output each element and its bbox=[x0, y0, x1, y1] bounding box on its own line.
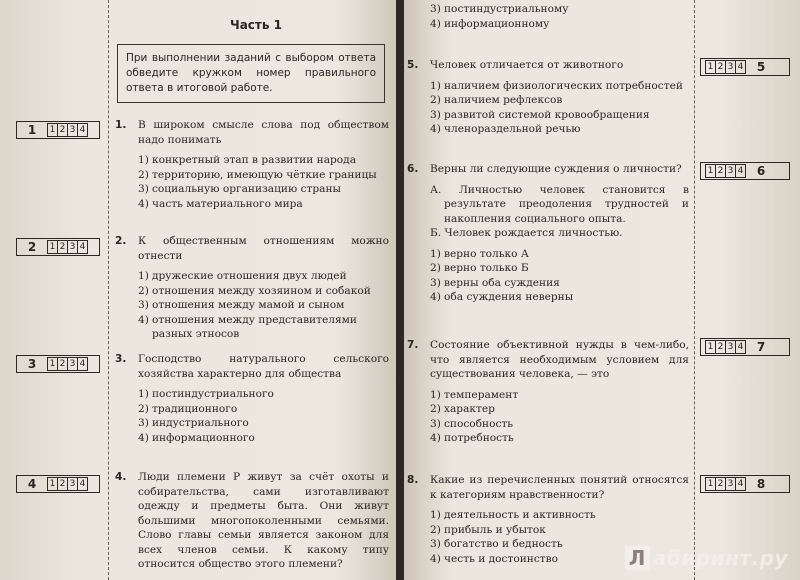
option[interactable]: 3) способность bbox=[430, 417, 514, 430]
question-text: Человек отличается от животного bbox=[430, 59, 624, 71]
answer-box-number: 8 bbox=[756, 477, 766, 491]
question-text: Верны ли следующие суждения о личности? bbox=[430, 163, 682, 175]
answer-box-3[interactable] bbox=[16, 355, 100, 373]
answer-options[interactable]: 1 2 3 4 bbox=[705, 164, 746, 178]
option[interactable]: 3) верны оба суждения bbox=[430, 276, 560, 289]
answer-options[interactable]: 1 2 3 4 bbox=[47, 477, 88, 491]
margin-line bbox=[694, 0, 695, 580]
answer-box-7[interactable] bbox=[700, 338, 790, 356]
book-gutter bbox=[396, 0, 404, 580]
answer-box-number: 1 bbox=[27, 123, 37, 137]
option[interactable]: 4) честь и достоинство bbox=[430, 552, 558, 565]
option[interactable]: 4) оба суждения неверны bbox=[430, 291, 574, 303]
option[interactable]: 3) постиндустриальному bbox=[430, 3, 569, 15]
question-6 bbox=[407, 162, 689, 305]
statement-a: А. Личностью человек становится в результате преодоления трудностей и накопления социального опыта. bbox=[430, 183, 689, 225]
question-text: Состояние объективной нужды в чем-либо, что является необходимым условием для существования человека, — это bbox=[430, 339, 689, 380]
statements bbox=[430, 183, 689, 241]
option[interactable]: 1) наличием физиологических потребностей bbox=[430, 79, 683, 92]
margin-line bbox=[108, 0, 109, 580]
answer-box-number: 4 bbox=[27, 477, 37, 491]
option[interactable]: 4) часть материального мира bbox=[138, 197, 303, 210]
question-text: Какие из перечисленных понятий относятся к категориям нравственности? bbox=[430, 474, 689, 501]
answer-box-8[interactable] bbox=[700, 475, 790, 493]
answer-box-number: 2 bbox=[27, 240, 37, 254]
question-3 bbox=[115, 352, 389, 445]
labirint-watermark: Л абиринт.ру bbox=[625, 546, 788, 570]
option-list bbox=[430, 247, 689, 305]
option-list bbox=[430, 79, 689, 137]
option[interactable]: 2) традиционного bbox=[138, 402, 238, 415]
option[interactable]: 2) прибыль и убыток bbox=[430, 523, 546, 536]
question-text: Люди племени Р живут за счёт охоты и собирательства, сами изготавливают одежду и предметы быта. Они живут большими многопоколенными семьями. Слово главы семьи является законом для всех членов семьи. К какому типу относится общество этого племени? bbox=[138, 471, 389, 570]
option[interactable]: 1) деятельность и активность bbox=[430, 509, 596, 521]
answer-options[interactable]: 1 2 3 4 bbox=[705, 60, 746, 74]
answer-options[interactable]: 1 2 3 4 bbox=[47, 357, 88, 371]
option-list bbox=[138, 387, 389, 445]
answer-box-number: 3 bbox=[27, 357, 37, 371]
right-page bbox=[404, 0, 800, 580]
option[interactable]: 3) развитой системой кровообращения bbox=[430, 108, 650, 121]
answer-options[interactable]: 1 2 3 4 bbox=[47, 240, 88, 254]
option[interactable]: 1) дружеские отношения двух людей bbox=[138, 270, 347, 282]
option-list bbox=[138, 153, 389, 211]
left-page bbox=[0, 0, 396, 580]
question-text: К общественным отношениям можно отнести bbox=[138, 235, 389, 262]
labirint-logo-icon: Л bbox=[625, 546, 650, 570]
option[interactable]: 2) верно только Б bbox=[430, 262, 529, 274]
answer-box-5[interactable] bbox=[700, 58, 790, 76]
statement-b: Б. Человек рождается личностью. bbox=[430, 227, 623, 239]
option[interactable]: 2) наличием рефлексов bbox=[430, 94, 563, 106]
option-list bbox=[430, 2, 687, 31]
question-5 bbox=[407, 58, 689, 137]
question-number: 6. bbox=[407, 163, 419, 175]
answer-box-number: 7 bbox=[756, 340, 766, 354]
option-list bbox=[430, 388, 689, 446]
question-number: 2. bbox=[115, 235, 127, 247]
question-text: В широком смысле слова под обществом надо понимать bbox=[138, 119, 389, 146]
answer-box-number: 5 bbox=[756, 60, 766, 74]
part-title: Часть 1 bbox=[230, 18, 282, 32]
option[interactable]: 2) характер bbox=[430, 403, 495, 415]
option[interactable]: 1) темперамент bbox=[430, 388, 519, 401]
answer-box-1[interactable] bbox=[16, 121, 100, 139]
option-list bbox=[138, 269, 389, 342]
option[interactable]: 1) конкретный этап в развитии народа bbox=[138, 154, 357, 166]
option[interactable]: 3) социальную организацию страны bbox=[138, 183, 341, 195]
answer-box-6[interactable] bbox=[700, 162, 790, 180]
option[interactable]: 3) отношения между мамой и сыном bbox=[138, 299, 345, 311]
question-number: 7. bbox=[407, 339, 419, 351]
question-number: 3. bbox=[115, 353, 127, 365]
option[interactable]: 4) информационного bbox=[138, 431, 255, 444]
answer-options[interactable]: 1 2 3 4 bbox=[705, 340, 746, 354]
option[interactable]: 1) постиндустриального bbox=[138, 388, 274, 400]
question-number: 1. bbox=[115, 119, 127, 131]
answer-options[interactable]: 1 2 3 4 bbox=[705, 477, 746, 491]
question-number: 8. bbox=[407, 474, 419, 486]
option[interactable]: 2) отношения между хозяином и собакой bbox=[138, 284, 371, 297]
option[interactable]: 4) потребность bbox=[430, 432, 514, 444]
option[interactable]: 4) членораздельной речью bbox=[430, 123, 581, 135]
answer-box-4[interactable] bbox=[16, 475, 100, 493]
option[interactable]: 3) индустриального bbox=[138, 417, 249, 429]
question-1 bbox=[115, 118, 389, 211]
option[interactable]: 2) территорию, имеющую чёткие границы bbox=[138, 168, 377, 181]
question-text: Господство натурального сельского хозяйства характерно для общества bbox=[138, 353, 389, 380]
option[interactable]: 4) информационному bbox=[430, 17, 550, 30]
question-7 bbox=[407, 338, 689, 446]
option[interactable]: 3) богатство и бедность bbox=[430, 538, 563, 550]
question-number: 4. bbox=[115, 471, 127, 483]
question-4-continued bbox=[407, 2, 687, 31]
option[interactable]: 4) отношения между представителями разных этносов bbox=[138, 313, 357, 340]
question-4 bbox=[115, 470, 389, 572]
option[interactable]: 1) верно только А bbox=[430, 247, 529, 260]
question-number: 5. bbox=[407, 59, 419, 71]
answer-options[interactable]: 1 2 3 4 bbox=[47, 123, 88, 137]
answer-box-2[interactable] bbox=[16, 238, 100, 256]
answer-box-number: 6 bbox=[756, 164, 766, 178]
instruction-box: При выполнении заданий с выбором ответа обведите кружком номер правильного ответа в итоговой работе. bbox=[117, 44, 385, 103]
question-2 bbox=[115, 234, 389, 342]
